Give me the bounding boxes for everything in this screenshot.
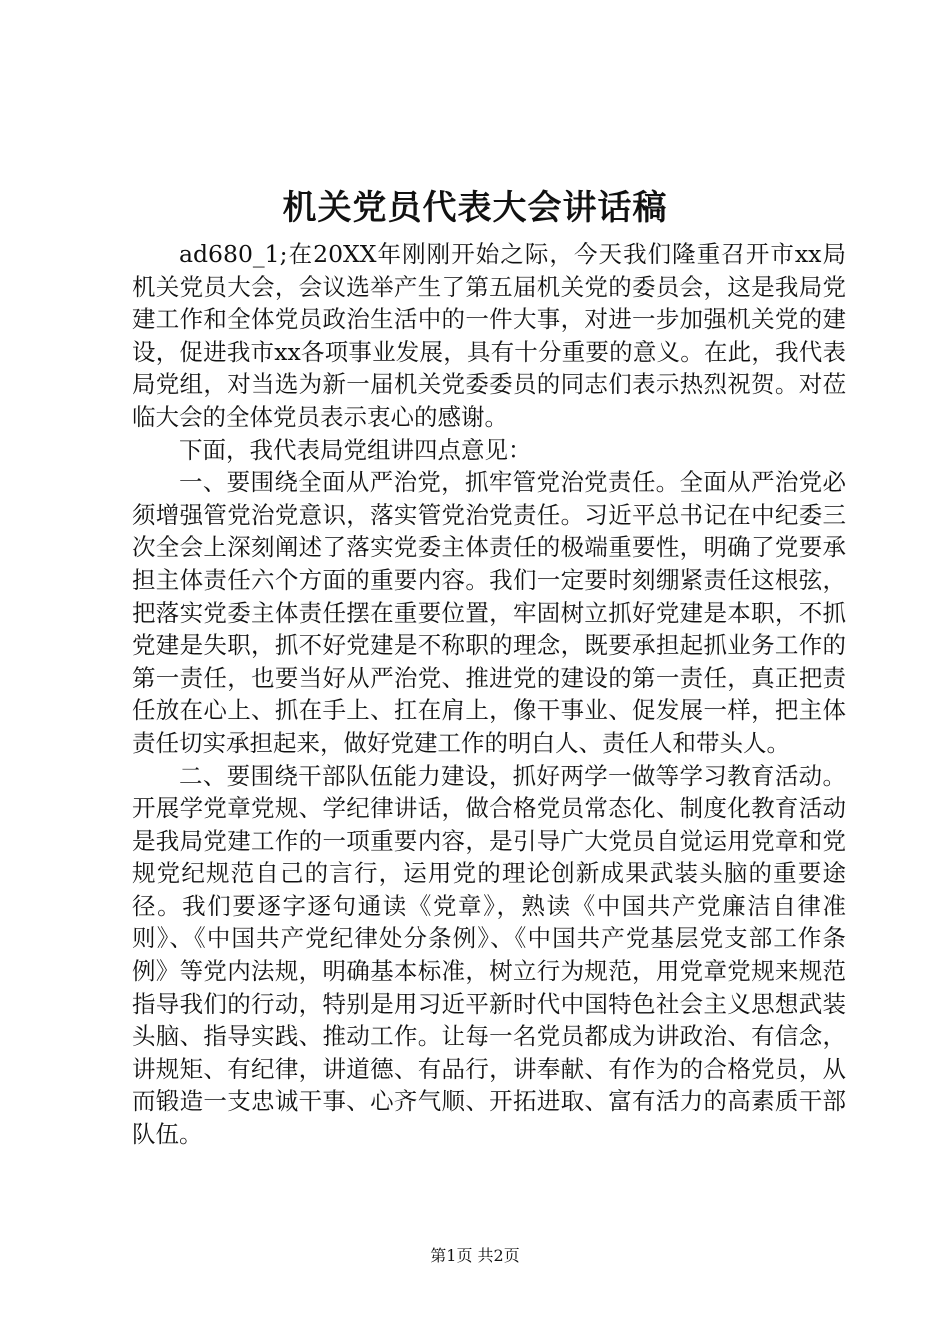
document-title: 机关党员代表大会讲话稿: [282, 188, 668, 228]
paragraph-lead-in: 下面，我代表局党组讲四点意见：: [179, 435, 532, 464]
document-body: [132, 238, 846, 1151]
paragraph-point-one: 一、要围绕全面从严治党，抓牢管党治党责任。全面从严治党必须增强管党治党意识，落实管党治党责任。习近平总书记在中纪委三次全会上深刻阐述了落实党委主体责任的极端重要性，明确了党要承担主体责任六个方面的重要内容。我们一定要时刻绷紧责任这根弦，把落实党委主体责任摆在重要位置，牢固树立抓好党建是本职，不抓党建是失职，抓不好党建是不称职的理念，既要承担起抓业务工作的第一责任，也要当好从严治党、推进党的建设的第一责任，真正把责任放在心上、抓在手上、扛在肩上，像干事业、促发展一样，把主体责任切实承担起来，做好党建工作的明白人、责任人和带头人。: [132, 468, 846, 757]
page-footer: 第1页 共2页: [430, 1246, 520, 1265]
paragraph-point-two: 二、要围绕干部队伍能力建设，抓好两学一做等学习教育活动。开展学党章党规、学纪律讲话，做合格党员常态化、制度化教育活动是我局党建工作的一项重要内容，是引导广大党员自觉运用党章和党规党纪规范自己的言行，运用党的理论创新成果武装头脑的重要途径。我们要逐字逐句通读《党章》，熟读《中国共产党廉洁自律准则》、《中国共产党纪律处分条例》、《中国共产党基层党支部工作条例》等党内法规，明确基本标准，树立行为规范，用党章党规来规范指导我们的行动，特别是用习近平新时代中国特色社会主义思想武装头脑、指导实践、推动工作。让每一名党员都成为讲政治、有信念，讲规矩、有纪律，讲道德、有品行，讲奉献、有作为的合格党员，从而锻造一支忠诚干事、心齐气顺、开拓进取、富有活力的高素质干部队伍。: [132, 761, 846, 1149]
paragraph-intro: ad680_1;在20XX年刚刚开始之际，今天我们隆重召开市xx局机关党员大会，会议选举产生了第五届机关党的委员会，这是我局党建工作和全体党员政治生活中的一件大事，对进一步加强机关党的建设，促进我市xx各项事业发展，具有十分重要的意义。在此，我代表局党组，对当选为新一届机关党委委员的同志们表示热烈祝贺。对莅临大会的全体党员表示衷心的感谢。: [132, 240, 846, 431]
